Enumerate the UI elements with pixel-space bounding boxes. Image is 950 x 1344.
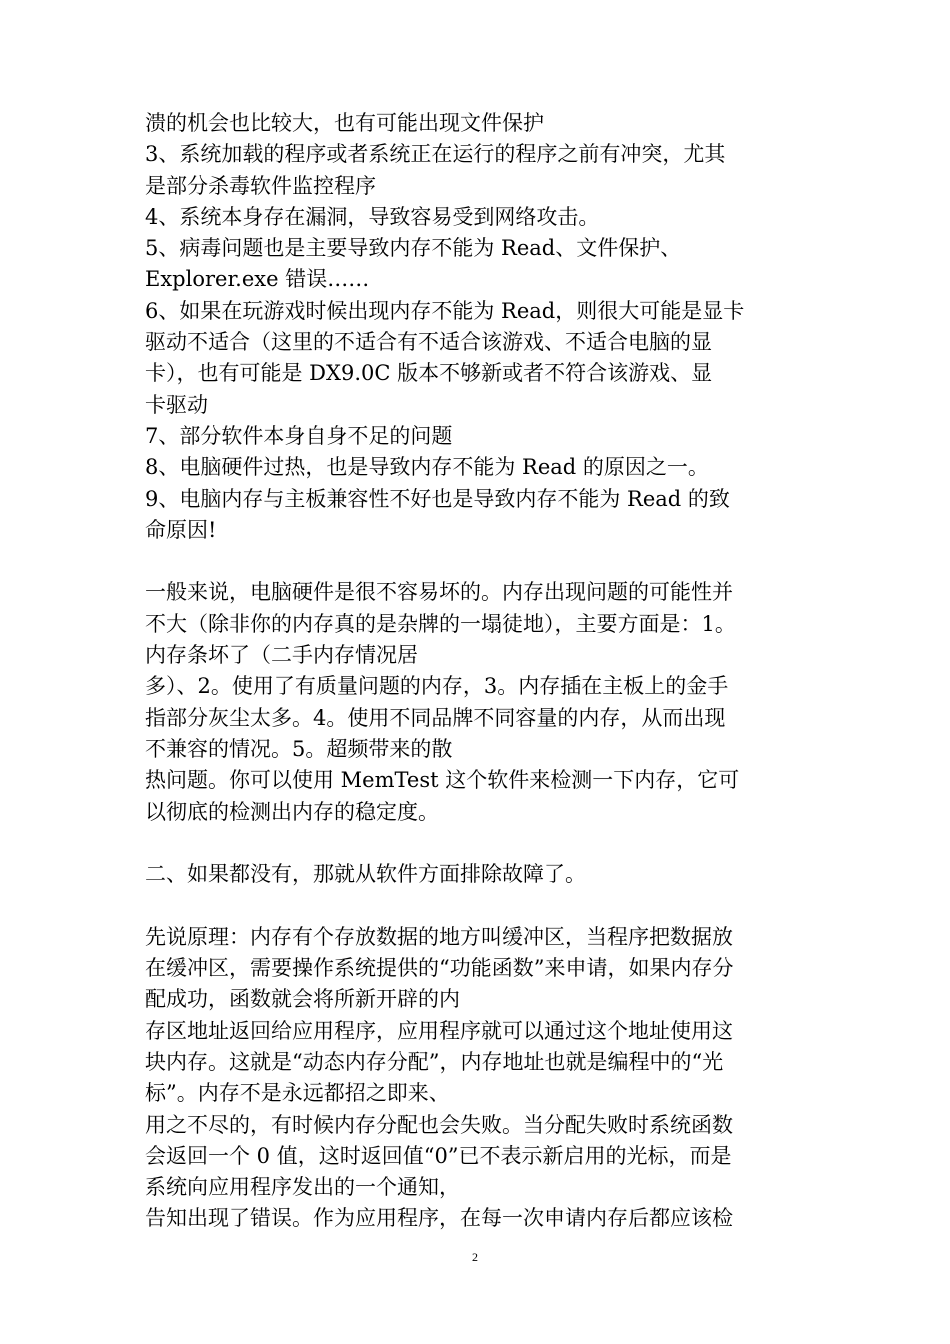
- text-line: 7、部分软件本身自身不足的问题: [145, 423, 453, 448]
- text-line: 3、系统加载的程序或者系统正在运行的程序之前有冲突，尤其: [145, 142, 726, 167]
- text-line: 内存条坏了（二手内存情况居: [145, 643, 418, 668]
- blank-line: [145, 546, 810, 577]
- text-line: 块内存。这就是“动态内存分配”，内存地址也就是编程中的“光: [145, 1049, 724, 1074]
- text-line: 先说原理：内存有个存放数据的地方叫缓冲区，当程序把数据放: [145, 924, 733, 949]
- text-line: Explorer.exe 错误……: [145, 267, 370, 292]
- text-line: 指部分灰尘太多。4。使用不同品牌不同容量的内存，从而出现: [145, 705, 726, 730]
- text-line: 不大（除非你的内存真的是杂牌的一塌徒地），主要方面是：1。: [145, 611, 736, 636]
- body-text: [145, 108, 810, 1235]
- text-line: 以彻底的检测出内存的稳定度。: [145, 799, 439, 824]
- text-line: 4、系统本身存在漏洞，导致容易受到网络攻击。: [145, 204, 600, 229]
- text-line: 用之不尽的，有时候内存分配也会失败。当分配失败时系统函数: [145, 1112, 733, 1137]
- text-line: 存区地址返回给应用程序，应用程序就可以通过这个地址使用这: [145, 1018, 733, 1043]
- text-line: 驱动不适合（这里的不适合有不适合该游戏、不适合电脑的显: [145, 330, 712, 355]
- text-line: 二、如果都没有，那就从软件方面排除故障了。: [145, 862, 586, 887]
- text-line: 命原因!: [145, 517, 217, 542]
- page-number: 2: [472, 1250, 478, 1264]
- text-line: 6、如果在玩游戏时候出现内存不能为 Read，则很大可能是显卡: [145, 298, 745, 323]
- text-line: 配成功，函数就会将所新开辟的内: [145, 987, 460, 1012]
- text-line: 卡驱动: [145, 392, 208, 417]
- text-line: 5、病毒问题也是主要导致内存不能为 Read、文件保护、: [145, 236, 682, 261]
- text-line: 多）、2。使用了有质量问题的内存，3。内存插在主板上的金手: [145, 674, 729, 699]
- text-line: 溃的机会也比较大，也有可能出现文件保护: [145, 111, 544, 135]
- text-line: 不兼容的情况。5。超频带来的散: [145, 736, 453, 761]
- text-line: 系统向应用程序发出的一个通知，: [145, 1175, 460, 1200]
- blank-line: [145, 890, 810, 921]
- text-line: 是部分杀毒软件监控程序: [145, 173, 376, 198]
- text-line: 标”。内存不是永远都招之即来、: [145, 1081, 450, 1106]
- blank-line: [145, 828, 810, 859]
- text-line: 9、电脑内存与主板兼容性不好也是导致内存不能为 Read 的致: [145, 486, 730, 511]
- text-line: 一般来说，电脑硬件是很不容易坏的。内存出现问题的可能性并: [145, 580, 733, 605]
- text-line: 告知出现了错误。作为应用程序，在每一次申请内存后都应该检: [145, 1206, 733, 1231]
- text-line: 在缓冲区，需要操作系统提供的“功能函数”来申请，如果内存分: [145, 956, 734, 981]
- text-line: 会返回一个 0 值，这时返回值“0”已不表示新启用的光标，而是: [145, 1143, 732, 1168]
- text-line: 卡），也有可能是 DX9.0C 版本不够新或者不符合该游戏、显: [145, 361, 713, 386]
- text-line: 8、电脑硬件过热，也是导致内存不能为 Read 的原因之一。: [145, 455, 709, 480]
- text-line: 热问题。你可以使用 MemTest 这个软件来检测一下内存，它可: [145, 768, 740, 793]
